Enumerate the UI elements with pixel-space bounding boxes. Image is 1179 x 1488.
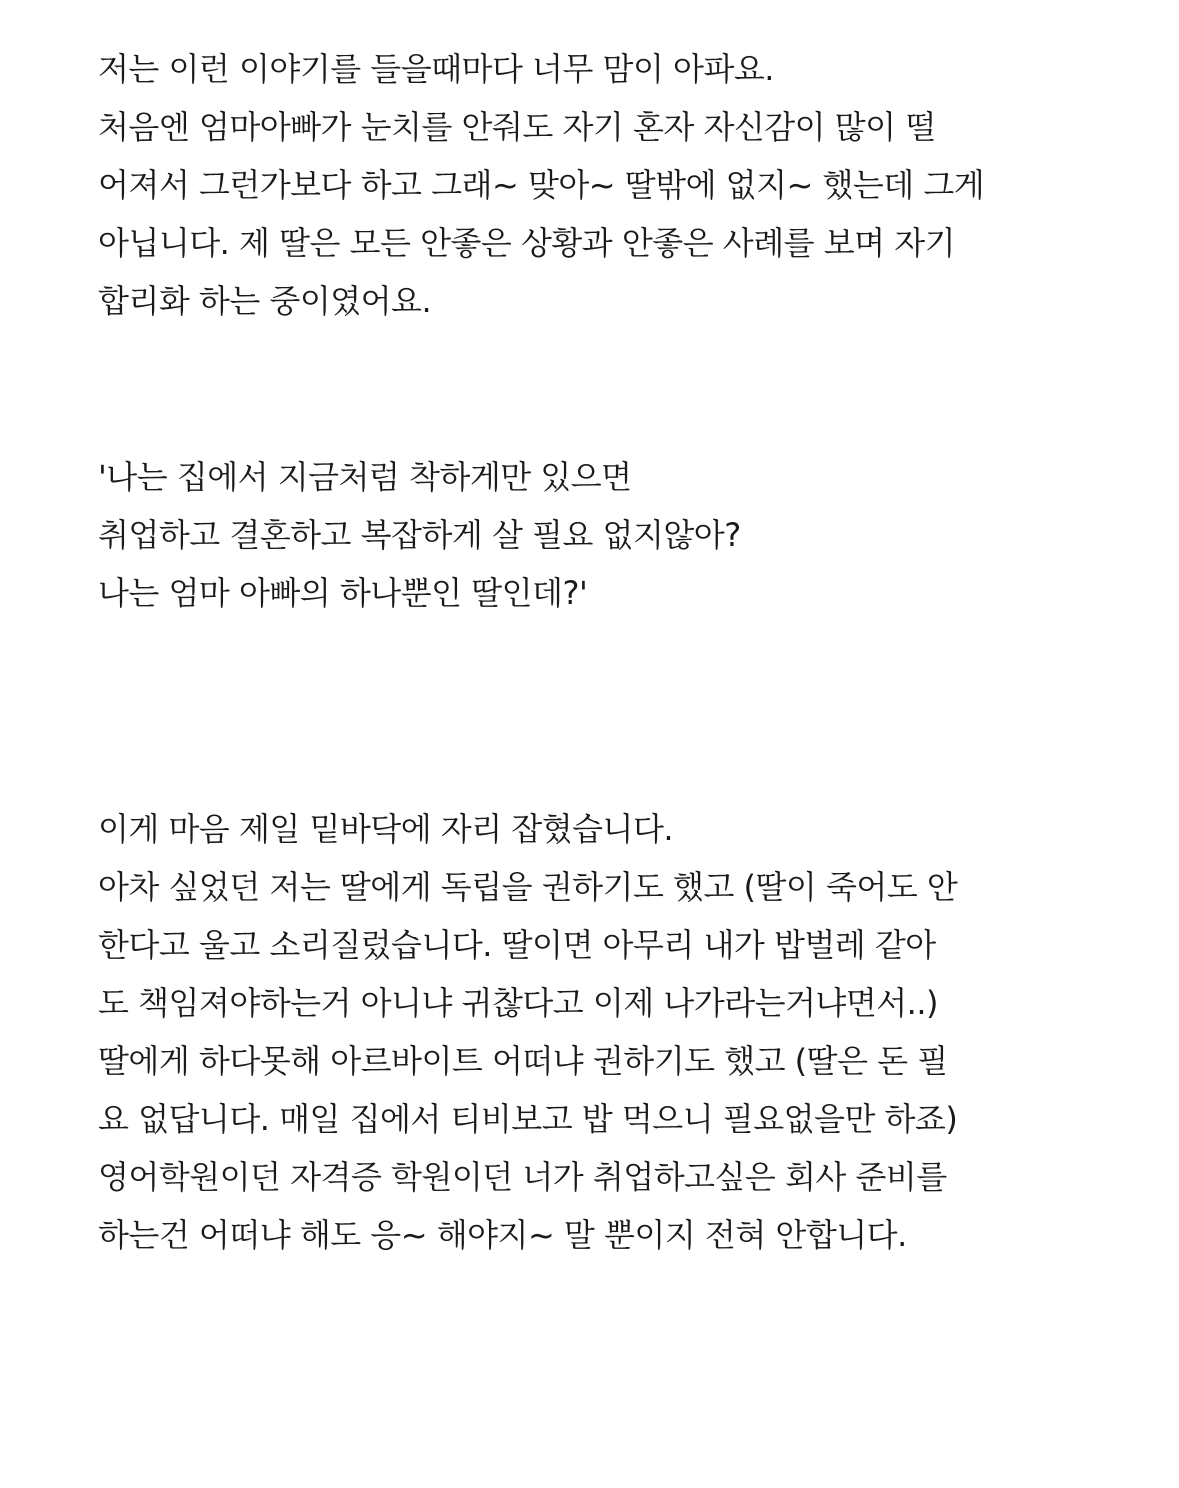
text-line: 하는건 어떠냐 해도 응~ 해야지~ 말 뿐이지 전혀 안합니다. [98, 1216, 907, 1254]
text-line: 요 없답니다. 매일 집에서 티비보고 밥 먹으니 필요없을만 하죠) [98, 1100, 958, 1138]
text-line: 아닙니다. 제 딸은 모든 안좋은 상황과 안좋은 사례를 보며 자기 [98, 224, 956, 262]
text-line: 도 책임져야하는거 아니냐 귀찮다고 이제 나가라는거냐면서..) [98, 984, 938, 1022]
text-line: 합리화 하는 중이였어요. [98, 282, 432, 320]
text-line: 이게 마음 제일 밑바닥에 자리 잡혔습니다. [98, 810, 674, 848]
text-line: 영어학원이던 자격증 학원이던 너가 취업하고싶은 회사 준비를 [98, 1158, 947, 1196]
text-line: 처음엔 엄마아빠가 눈치를 안줘도 자기 혼자 자신감이 많이 떨 [98, 108, 936, 146]
paragraph-3 [98, 800, 1138, 1264]
paragraph-2-quote [98, 448, 1138, 622]
text-line: 한다고 울고 소리질렀습니다. 딸이면 아무리 내가 밥벌레 같아 [98, 926, 936, 964]
text-line: 딸에게 하다못해 아르바이트 어떠냐 권하기도 했고 (딸은 돈 필 [98, 1042, 948, 1080]
text-line: 아차 싶었던 저는 딸에게 독립을 권하기도 했고 (딸이 죽어도 안 [98, 868, 958, 906]
text-line: '나는 집에서 지금처럼 착하게만 있으면 [98, 458, 632, 496]
text-line: 어져서 그런가보다 하고 그래~ 맞아~ 딸밖에 없지~ 했는데 그게 [98, 166, 985, 204]
post-body [98, 40, 1138, 1264]
text-line: 취업하고 결혼하고 복잡하게 살 필요 없지않아? [98, 516, 741, 554]
text-line: 저는 이런 이야기를 들을때마다 너무 맘이 아파요. [98, 50, 774, 88]
text-line: 나는 엄마 아빠의 하나뿐인 딸인데?' [98, 574, 588, 612]
paragraph-1 [98, 40, 1138, 330]
